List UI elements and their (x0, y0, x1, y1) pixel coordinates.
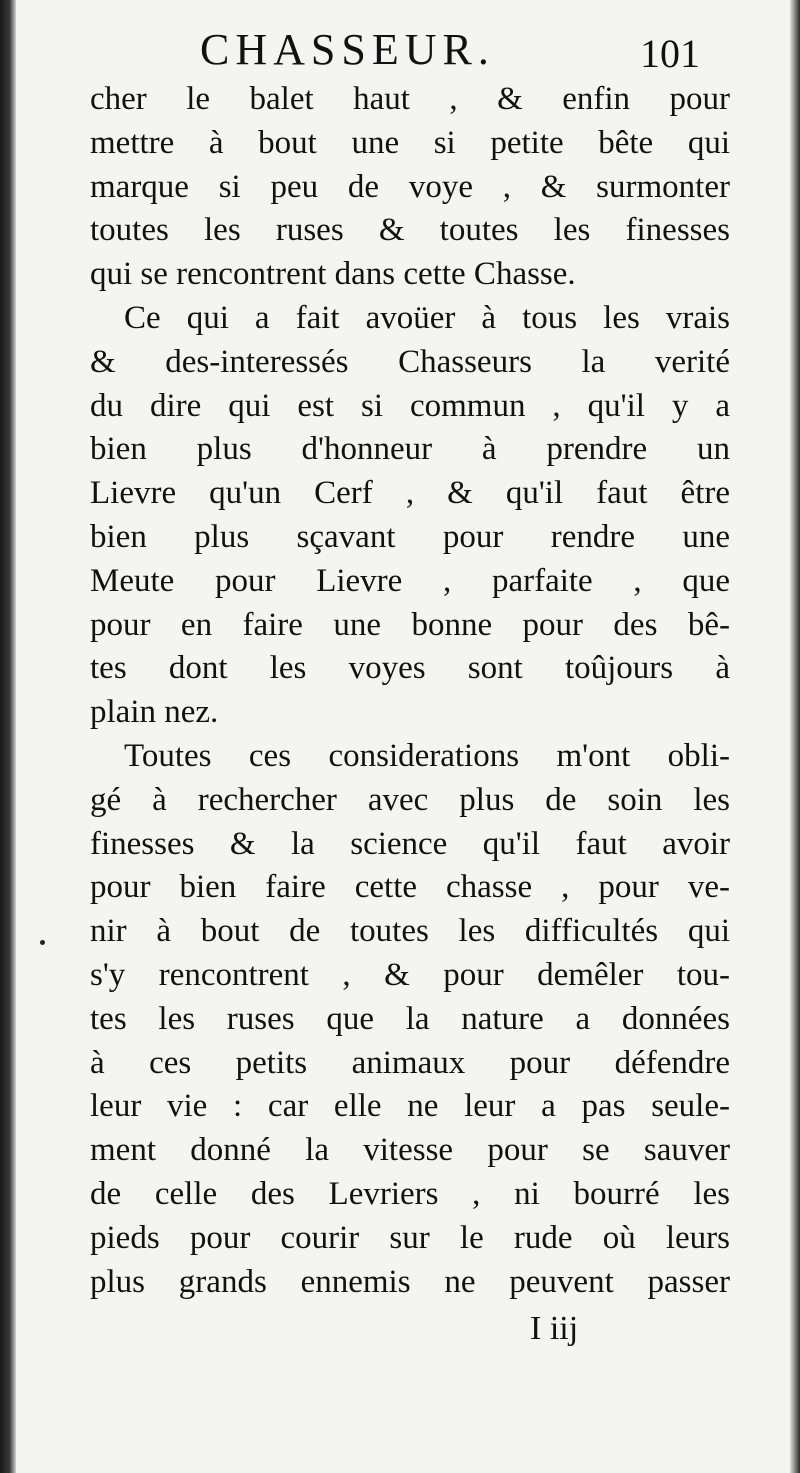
text-line: plain nez. (90, 694, 219, 731)
text-line: & des-interessés Chasseurs la verité (90, 343, 730, 380)
text-line: Lievre qu'un Cerf , & qu'il faut être (90, 475, 730, 512)
page-edge-shadow (790, 0, 800, 1473)
text-line: bien plus sçavant pour rendre une (90, 518, 730, 555)
text-line: tes les ruses que la nature a données (90, 1000, 730, 1037)
paragraph-start-line: Ce qui a fait avoüer à tous les vrais (124, 299, 730, 336)
page-number: 101 (640, 31, 700, 76)
text-line: ment donné la vitesse pour se sauver (90, 1132, 730, 1169)
text-line: pour en faire une bonne pour des bê- (90, 606, 730, 643)
text-line: pieds pour courir sur le rude où leurs (90, 1219, 730, 1256)
text-line: toutes les ruses & toutes les finesses (90, 212, 730, 249)
text-line: à ces petits animaux pour défendre (90, 1044, 730, 1081)
text-line: Meute pour Lievre , parfaite , que (90, 562, 730, 599)
text-line: cher le balet haut , & enfin pour (90, 81, 730, 117)
text-line: leur vie : car elle ne leur a pas seule- (90, 1088, 730, 1125)
text-line: bien plus d'honneur à prendre un (90, 431, 730, 468)
text-line: finesses & la science qu'il faut avoir (90, 825, 730, 862)
text-line: de celle des Levriers , ni bourré les (90, 1175, 730, 1212)
text-line: marque si peu de voye , & surmonter (90, 168, 730, 205)
text-line: tes dont les voyes sont toûjours à (90, 650, 730, 687)
text-line: mettre à bout une si petite bête qui (90, 124, 730, 161)
text-line: du dire qui est si commun , qu'il y a (90, 387, 730, 424)
text-line: plus grands ennemis ne peuvent passer (90, 1263, 730, 1300)
body-text (90, 78, 730, 1304)
text-line: nir à bout de toutes les difficultés qui (90, 913, 730, 950)
signature-mark: I iij (530, 1310, 579, 1347)
text-line: s'y rencontrent , & pour demêler tou- (90, 956, 730, 993)
text-line: qui se rencontrent dans cette Chasse. (90, 256, 576, 293)
text-line: pour bien faire cette chasse , pour ve- (90, 869, 730, 906)
binding-shadow (0, 0, 16, 1473)
running-head: CHASSEUR. (200, 25, 495, 74)
ink-speck (40, 940, 45, 945)
text-line: gé à rechercher avec plus de soin les (90, 781, 730, 818)
paragraph-start-line: Toutes ces considerations m'ont obli- (124, 737, 730, 774)
